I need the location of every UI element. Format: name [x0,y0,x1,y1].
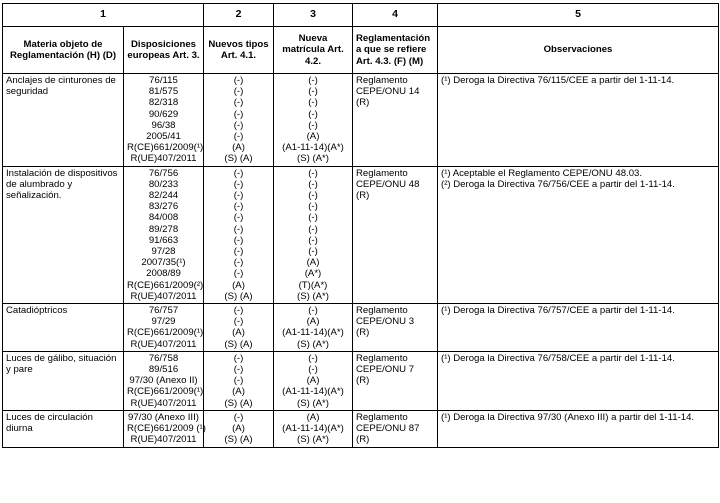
cell-reglamentacion-line: (R) [356,434,370,446]
cell-reglamentacion-line: CEPE/ONU 7 [356,364,415,376]
cell-nuevos-tipos-line: (-) [233,86,244,98]
cell-disposiciones [124,410,204,447]
cell-reglamentacion-line: CEPE/ONU 14 [356,86,420,98]
cell-reglamentacion-line: Reglamento [356,305,408,317]
cell-disposiciones-line: R(CE)661/2009(²) [127,279,204,291]
cell-nueva-matricula-line: (-) [308,190,318,202]
cell-reglamentacion [353,304,438,352]
cell-nueva-matricula [274,166,353,303]
column-number-4: 4 [353,4,438,27]
cell-nueva-matricula [274,304,353,352]
cell-nuevos-tipos-line: (A) [232,142,245,154]
table-row [3,166,719,303]
cell-reglamentacion [353,410,438,447]
cell-disposiciones-line: R(CE)661/2009(¹) [127,327,204,339]
cell-nueva-matricula-line: (S) (A*) [297,397,329,409]
cell-disposiciones-line: R(UE)407/2011 [130,338,197,350]
cell-nueva-matricula-line: (S) (A*) [297,338,329,350]
cell-nueva-matricula-line: (-) [308,305,318,317]
cell-nuevos-tipos-line: (S) (A) [224,290,253,302]
cell-nuevos-tipos-line: (-) [233,167,244,179]
cell-observaciones-line: (¹) Deroga la Directiva 76/757/CEE a partir del 1-11-14. [441,305,675,317]
cell-nuevos-tipos-line: (-) [233,246,244,258]
cell-disposiciones-line: 97/28 [151,246,176,258]
cell-disposiciones [124,74,204,167]
cell-reglamentacion [353,166,438,303]
cell-nueva-matricula-line: (-) [308,212,318,224]
cell-nuevos-tipos-line: (-) [233,212,244,224]
cell-disposiciones-line: 2007/35(¹) [141,257,186,269]
cell-materia: Luces de gálibo, situación y pare [3,351,124,410]
cell-nueva-matricula-line: (A) [306,131,320,143]
cell-nuevos-tipos-line: (-) [233,364,244,376]
table-row [3,410,719,447]
header-disposiciones: Disposiciones europeas Art. 3. [124,27,204,74]
cell-disposiciones-line: R(UE)407/2011 [130,153,197,165]
cell-disposiciones-line: R(UE)407/2011 [130,397,197,409]
cell-nueva-matricula-line: (-) [308,201,318,213]
cell-nuevos-tipos-line: (-) [233,316,244,328]
cell-disposiciones [124,304,204,352]
cell-materia: Catadióptricos [3,304,124,352]
table-row [3,351,719,410]
cell-disposiciones [124,166,204,303]
cell-observaciones [438,304,719,352]
cell-nuevos-tipos-line: (-) [233,201,244,213]
cell-nueva-matricula-line: (-) [308,234,318,246]
cell-nuevos-tipos-line: (-) [233,411,244,423]
cell-disposiciones-line: 2005/41 [146,131,181,143]
cell-nueva-matricula-line: (-) [308,178,318,190]
cell-nuevos-tipos-line: (-) [233,352,244,364]
cell-observaciones [438,351,719,410]
cell-observaciones-line: (²) Deroga la Directiva 76/756/CEE a partir del 1-11-14. [441,178,675,190]
cell-nuevos-tipos-line: (A) [232,423,245,435]
cell-disposiciones-line: 96/38 [151,119,176,131]
cell-disposiciones-line: 82/244 [148,190,179,202]
column-number-3: 3 [274,4,353,27]
cell-nuevos-tipos-line: (-) [233,305,244,317]
cell-nueva-matricula-line: (-) [308,97,318,109]
cell-nuevos-tipos-line: (-) [233,119,244,131]
cell-nueva-matricula-line: (-) [308,246,318,258]
cell-observaciones [438,74,719,167]
cell-observaciones-line: (¹) Deroga la Directiva 76/758/CEE a partir del 1-11-14. [441,352,675,364]
cell-reglamentacion-line: CEPE/ONU 87 [356,423,420,435]
table-row [3,74,719,167]
cell-observaciones [438,410,719,447]
cell-disposiciones-line: 84/008 [148,212,179,224]
cell-disposiciones-line: 81/575 [148,86,179,98]
cell-nueva-matricula-line: (-) [308,364,318,376]
cell-disposiciones-line: 90/629 [148,108,179,120]
cell-nueva-matricula-line: (-) [308,108,318,120]
cell-nueva-matricula-line: (A) [306,411,320,423]
cell-nueva-matricula [274,351,353,410]
cell-reglamentacion [353,74,438,167]
header-nueva-matricula: Nueva matrícula Art. 4.2. [274,27,353,74]
cell-nuevos-tipos-line: (A) [232,327,245,339]
column-number-2: 2 [204,4,274,27]
cell-materia: Anclajes de cinturones de seguridad [3,74,124,167]
cell-nueva-matricula-line: (-) [308,352,318,364]
cell-nuevos-tipos-line: (-) [233,223,244,235]
cell-nuevos-tipos-line: (A) [232,279,245,291]
cell-disposiciones-line: R(UE)407/2011 [130,434,197,446]
cell-observaciones-line: (¹) Deroga la Directiva 76/115/CEE a partir del 1-11-14. [441,75,675,86]
cell-nueva-matricula-line: (S) (A*) [297,290,329,302]
cell-disposiciones-line: R(CE)661/2009(¹) [127,386,204,398]
cell-nueva-matricula-line: (A*) [304,268,322,280]
cell-nueva-matricula-line: (A) [306,375,320,387]
cell-nuevos-tipos-line: (-) [233,131,244,143]
cell-nueva-matricula-line: (-) [308,75,318,86]
cell-reglamentacion [353,351,438,410]
cell-reglamentacion-line: Reglamento [356,411,408,423]
cell-disposiciones-line: 97/30 (Anexo II) [129,375,198,387]
cell-nuevos-tipos-line: (-) [233,257,244,269]
cell-nuevos-tipos-line: (A) [232,386,245,398]
cell-materia: Luces de circulación diurna [3,410,124,447]
cell-disposiciones-line: 2008/89 [146,268,181,280]
cell-observaciones-line: (¹) Aceptable el Reglamento CEPE/ONU 48.03. [441,167,643,179]
cell-nueva-matricula-line: (-) [308,167,318,179]
cell-nuevos-tipos-line: (-) [233,97,244,109]
header-observaciones: Observaciones [438,27,719,74]
cell-nueva-matricula-line: (A1-11-14)(A*) [282,386,344,398]
cell-nueva-matricula-line: (T)(A*) [298,279,328,291]
cell-nuevos-tipos-line: (-) [233,268,244,280]
cell-nuevos-tipos-line: (S) (A) [224,153,253,165]
cell-nuevos-tipos-line: (-) [233,375,244,387]
cell-disposiciones [124,351,204,410]
cell-disposiciones-line: 80/233 [148,178,179,190]
cell-reglamentacion-line: (R) [356,97,370,109]
cell-reglamentacion-line: (R) [356,190,370,202]
cell-nueva-matricula-line: (A1-11-14)(A*) [282,142,344,154]
cell-nuevos-tipos [204,304,274,352]
cell-reglamentacion-line: Reglamento [356,167,408,179]
cell-nuevos-tipos [204,74,274,167]
cell-disposiciones-line: R(UE)407/2011 [130,290,197,302]
cell-disposiciones-line: 83/276 [148,201,179,213]
cell-nueva-matricula-line: (-) [308,86,318,98]
cell-reglamentacion-line: Reglamento [356,75,408,86]
cell-nuevos-tipos-line: (S) (A) [224,434,253,446]
table-row [3,304,719,352]
cell-nuevos-tipos-line: (-) [233,234,244,246]
cell-nuevos-tipos-line: (S) (A) [224,397,253,409]
cell-nuevos-tipos [204,166,274,303]
cell-nueva-matricula [274,410,353,447]
cell-nueva-matricula-line: (A1-11-14)(A*) [282,327,344,339]
cell-observaciones [438,166,719,303]
header-reglamentacion: Reglamentación a que se refiere Art. 4.3. (F) (M) [353,27,438,74]
header-nuevos-tipos: Nuevos tipos Art. 4.1. [204,27,274,74]
cell-disposiciones-line: 89/516 [148,364,179,376]
cell-disposiciones-line: 76/758 [148,352,179,364]
cell-reglamentacion-line: Reglamento [356,352,408,364]
cell-reglamentacion-line: (R) [356,375,370,387]
cell-nuevos-tipos [204,410,274,447]
cell-nuevos-tipos-line: (-) [233,190,244,202]
cell-nueva-matricula-line: (-) [308,223,318,235]
header-materia: Materia objeto de Reglamentación (H) (D) [3,27,124,74]
cell-observaciones-line: (¹) Deroga la Directiva 97/30 (Anexo III) a partir del 1-11-14. [441,411,695,423]
cell-disposiciones-line: R(CE)661/2009(¹) [127,142,204,154]
cell-nueva-matricula-line: (A1-11-14)(A*) [282,423,344,435]
column-number-1: 1 [3,4,204,27]
cell-disposiciones-line: 76/115 [149,75,178,86]
cell-nuevos-tipos-line: (-) [233,75,244,86]
cell-nuevos-tipos-line: (-) [233,178,244,190]
cell-nueva-matricula-line: (A) [306,316,320,328]
cell-nueva-matricula [274,74,353,167]
cell-nueva-matricula-line: (S) (A*) [297,434,329,446]
cell-nuevos-tipos-line: (-) [233,108,244,120]
cell-disposiciones-line: 91/663 [148,234,179,246]
cell-disposiciones-line: 97/30 (Anexo III) [128,411,199,423]
cell-disposiciones-line: R(CE)661/2009 (¹) [127,423,206,435]
cell-disposiciones-line: 76/757 [148,305,179,317]
cell-disposiciones-line: 97/29 [151,316,176,328]
cell-reglamentacion-line: CEPE/ONU 3 [356,316,415,328]
cell-reglamentacion-line: (R) [356,327,370,339]
cell-disposiciones-line: 89/278 [148,223,179,235]
column-number-5: 5 [438,4,719,27]
table-body [3,74,719,448]
cell-disposiciones-line: 82/318 [148,97,179,109]
regulation-table [2,3,719,448]
cell-nueva-matricula-line: (-) [308,119,318,131]
cell-nuevos-tipos-line: (S) (A) [224,338,253,350]
cell-disposiciones-line: 76/756 [148,167,179,179]
cell-nuevos-tipos [204,351,274,410]
cell-materia: Instalación de dispositivos de alumbrado y señalización. [3,166,124,303]
cell-nueva-matricula-line: (A) [306,257,320,269]
cell-nueva-matricula-line: (S) (A*) [297,153,329,165]
cell-reglamentacion-line: CEPE/ONU 48 [356,178,420,190]
